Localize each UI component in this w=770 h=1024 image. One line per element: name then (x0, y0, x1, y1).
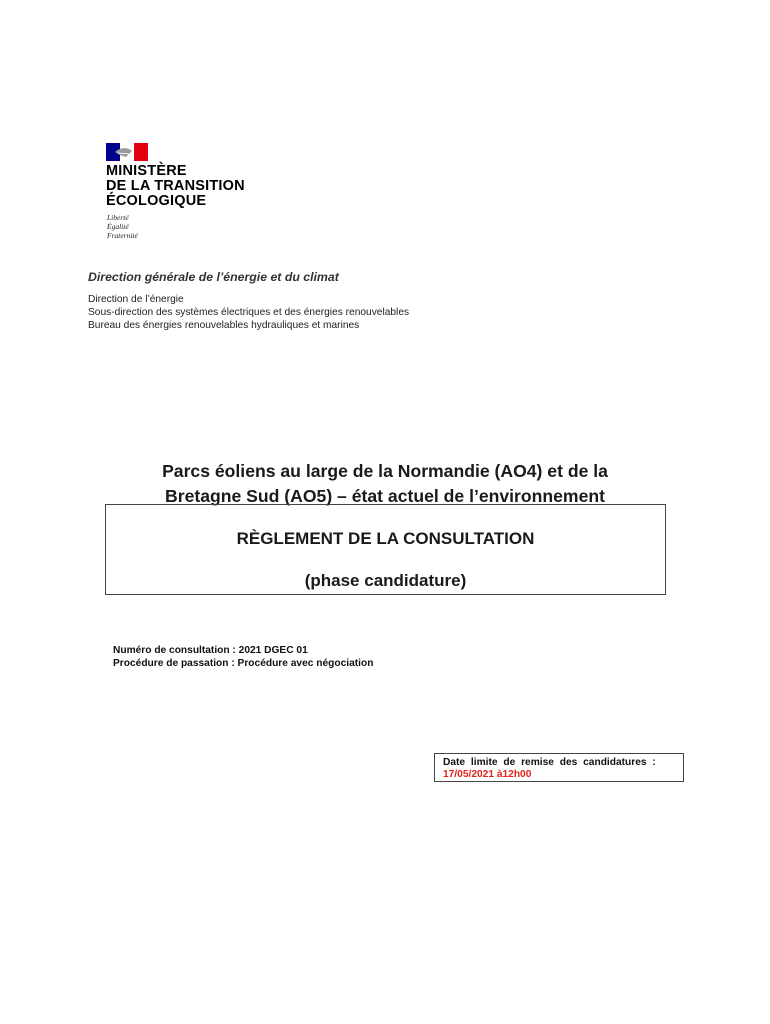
motto-fraternite: Fraternité (107, 231, 138, 240)
document-title-line1: Parcs éoliens au large de la Normandie (AO4) et de la (162, 461, 608, 481)
box-title: RÈGLEMENT DE LA CONSULTATION (236, 529, 535, 548)
ministry-name-line3: ÉCOLOGIQUE (106, 193, 207, 209)
ministry-name-line2: DE LA TRANSITION (106, 178, 245, 194)
consultation-procedure: Procédure de passation : Procédure avec négociation (113, 658, 374, 669)
deadline-label: Date limite de remise des candidatures : (443, 757, 656, 768)
ministry-logo (106, 143, 276, 243)
document-title-line2: Bretagne Sud (AO5) – état actuel de l’environnement (165, 486, 605, 506)
motto-egalite: Égalité (107, 222, 129, 231)
subdirection-line: Sous-direction des systèmes électriques et des énergies renouvelables (88, 307, 410, 318)
marianne-icon (106, 143, 148, 161)
ministry-name-line1: MINISTÈRE (106, 163, 187, 179)
consultation-number: Numéro de consultation : 2021 DGEC 01 (113, 645, 308, 656)
deadline-value: 17/05/2021 à12h00 (443, 769, 532, 780)
subdirection-line: Bureau des énergies renouvelables hydrauliques et marines (88, 320, 360, 331)
direction-title: Direction générale de l’énergie et du climat (88, 270, 339, 284)
document-title (80, 459, 690, 509)
box-subtitle: (phase candidature) (304, 571, 467, 590)
motto-liberte: Liberté (107, 213, 129, 222)
deadline-box (434, 753, 684, 782)
consultation-title-box (105, 504, 666, 595)
subdirection-line: Direction de l’énergie (88, 294, 184, 305)
